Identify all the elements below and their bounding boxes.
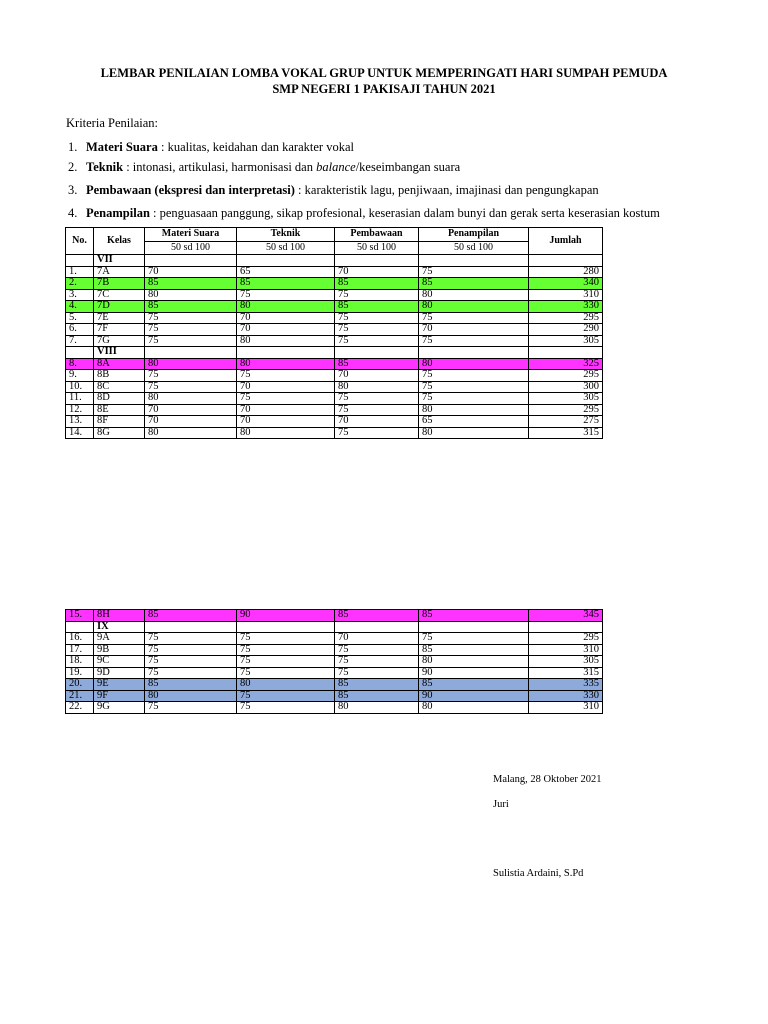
- criteria-item-desc-italic: balance: [316, 160, 356, 174]
- cell-penampilan: 80: [419, 289, 529, 301]
- cell-no: 1.: [66, 266, 94, 278]
- cell-pembawaan: 70: [335, 633, 419, 645]
- cell-jumlah: 340: [529, 278, 603, 290]
- cell-materi: 80: [145, 358, 237, 370]
- cell-penampilan: 75: [419, 370, 529, 382]
- table-row: [66, 301, 603, 313]
- cell-kelas: 7E: [94, 312, 145, 324]
- section-row-ix: [66, 621, 603, 633]
- cell-pembawaan: 75: [335, 335, 419, 347]
- section-label: IX: [94, 621, 145, 633]
- cell-penampilan: 70: [419, 324, 529, 336]
- cell-kelas: 7C: [94, 289, 145, 301]
- cell-no: 10.: [66, 381, 94, 393]
- table-row: [66, 324, 603, 336]
- table-row: [66, 370, 603, 382]
- cell-teknik: 70: [237, 312, 335, 324]
- cell-penampilan: 90: [419, 667, 529, 679]
- cell-no: 9.: [66, 370, 94, 382]
- cell-jumlah: 290: [529, 324, 603, 336]
- header-range: 50 sd 100: [145, 241, 237, 255]
- cell-jumlah: 295: [529, 312, 603, 324]
- cell-kelas: 9D: [94, 667, 145, 679]
- cell-materi: 75: [145, 667, 237, 679]
- cell-materi: 85: [145, 278, 237, 290]
- table-row: [66, 381, 603, 393]
- criteria-item-desc: : intonasi, artikulasi, harmonisasi dan: [123, 160, 317, 174]
- cell-penampilan: 80: [419, 656, 529, 668]
- cell-jumlah: 310: [529, 702, 603, 714]
- cell-pembawaan: 70: [335, 370, 419, 382]
- cell-jumlah: 310: [529, 289, 603, 301]
- doc-title-line-2: SMP NEGERI 1 PAKISAJI TAHUN 2021: [272, 82, 496, 96]
- cell-penampilan: 90: [419, 690, 529, 702]
- cell-kelas: 9G: [94, 702, 145, 714]
- cell-materi: 85: [145, 301, 237, 313]
- criteria-item-term: Materi Suara: [86, 140, 158, 154]
- cell-teknik: 80: [237, 301, 335, 313]
- cell-pembawaan: 85: [335, 278, 419, 290]
- header-range: 50 sd 100: [419, 241, 529, 255]
- header-penampilan: Penampilan: [419, 228, 529, 242]
- cell-pembawaan: 80: [335, 381, 419, 393]
- criteria-item-4: [68, 206, 660, 221]
- cell-kelas: 7A: [94, 266, 145, 278]
- cell-penampilan: 65: [419, 416, 529, 428]
- cell-teknik: 75: [237, 667, 335, 679]
- cell-pembawaan: 75: [335, 324, 419, 336]
- cell-kelas: 8B: [94, 370, 145, 382]
- signature-name: Sulistia Ardaini, S.Pd: [493, 868, 584, 879]
- cell-materi: 75: [145, 702, 237, 714]
- cell-penampilan: 80: [419, 702, 529, 714]
- cell-materi: 75: [145, 656, 237, 668]
- cell-teknik: 75: [237, 690, 335, 702]
- cell-teknik: 80: [237, 427, 335, 439]
- cell-kelas: 8D: [94, 393, 145, 405]
- cell-no: 8.: [66, 358, 94, 370]
- cell-teknik: 70: [237, 416, 335, 428]
- table-row: [66, 427, 603, 439]
- table-row: [66, 278, 603, 290]
- cell-kelas: 8C: [94, 381, 145, 393]
- cell-jumlah: 330: [529, 690, 603, 702]
- table-row: [66, 656, 603, 668]
- header-no: No.: [66, 228, 94, 255]
- criteria-item-number: 2.: [68, 160, 78, 174]
- cell-pembawaan: 85: [335, 679, 419, 691]
- header-range: 50 sd 100: [237, 241, 335, 255]
- doc-title-line-1: LEMBAR PENILAIAN LOMBA VOKAL GRUP UNTUK MEMPERINGATI HARI SUMPAH PEMUDA: [100, 66, 668, 80]
- cell-teknik: 75: [237, 644, 335, 656]
- cell-no: 17.: [66, 644, 94, 656]
- criteria-heading: Kriteria Penilaian:: [66, 116, 158, 130]
- criteria-item-3: [68, 183, 599, 198]
- cell-no: 6.: [66, 324, 94, 336]
- criteria-item-term: Pembawaan (ekspresi dan interpretasi): [86, 183, 295, 197]
- cell-no: 18.: [66, 656, 94, 668]
- table-row: [66, 289, 603, 301]
- cell-jumlah: 315: [529, 427, 603, 439]
- cell-penampilan: 85: [419, 679, 529, 691]
- cell-kelas: 8F: [94, 416, 145, 428]
- cell-kelas: 8A: [94, 358, 145, 370]
- table-row: [66, 679, 603, 691]
- cell-pembawaan: 85: [335, 610, 419, 622]
- cell-no: 5.: [66, 312, 94, 324]
- cell-pembawaan: 70: [335, 266, 419, 278]
- cell-materi: 75: [145, 633, 237, 645]
- cell-jumlah: 305: [529, 335, 603, 347]
- criteria-item-term: Teknik: [86, 160, 124, 174]
- criteria-item-desc: : penguasaan panggung, sikap profesional, keserasian dalam bunyi dan gerak serta keserasian kostum: [149, 206, 660, 220]
- cell-pembawaan: 80: [335, 702, 419, 714]
- cell-materi: 85: [145, 610, 237, 622]
- cell-no: 12.: [66, 404, 94, 416]
- cell-kelas: 7D: [94, 301, 145, 313]
- cell-materi: 85: [145, 679, 237, 691]
- cell-kelas: 9C: [94, 656, 145, 668]
- cell-pembawaan: 85: [335, 301, 419, 313]
- cell-penampilan: 75: [419, 633, 529, 645]
- criteria-item-2: [68, 160, 460, 175]
- header-materi-suara: Materi Suara: [145, 228, 237, 242]
- signature-role: Juri: [493, 799, 509, 810]
- cell-kelas: 8E: [94, 404, 145, 416]
- cell-jumlah: 315: [529, 667, 603, 679]
- criteria-item-desc: /keseimbangan suara: [355, 160, 461, 174]
- cell-teknik: 80: [237, 358, 335, 370]
- cell-teknik: 75: [237, 289, 335, 301]
- cell-teknik: 75: [237, 702, 335, 714]
- cell-materi: 75: [145, 335, 237, 347]
- cell-kelas: 7G: [94, 335, 145, 347]
- cell-materi: 75: [145, 644, 237, 656]
- table-row: [66, 702, 603, 714]
- criteria-item-desc: : kualitas, keidahan dan karakter vokal: [157, 140, 354, 154]
- cell-kelas: 9B: [94, 644, 145, 656]
- criteria-item-number: 1.: [68, 140, 78, 154]
- cell-kelas: 9A: [94, 633, 145, 645]
- cell-teknik: 65: [237, 266, 335, 278]
- cell-kelas: 7F: [94, 324, 145, 336]
- cell-jumlah: 295: [529, 404, 603, 416]
- cell-pembawaan: 85: [335, 690, 419, 702]
- cell-kelas: 8G: [94, 427, 145, 439]
- cell-jumlah: 280: [529, 266, 603, 278]
- cell-materi: 80: [145, 289, 237, 301]
- cell-no: 7.: [66, 335, 94, 347]
- table-row: [66, 358, 603, 370]
- cell-no: 13.: [66, 416, 94, 428]
- criteria-item-number: 3.: [68, 183, 78, 197]
- section-label: VII: [94, 255, 145, 267]
- cell-pembawaan: 85: [335, 358, 419, 370]
- cell-no: 22.: [66, 702, 94, 714]
- cell-teknik: 90: [237, 610, 335, 622]
- cell-pembawaan: 75: [335, 656, 419, 668]
- cell-pembawaan: 75: [335, 667, 419, 679]
- cell-materi: 70: [145, 266, 237, 278]
- cell-teknik: 80: [237, 679, 335, 691]
- cell-jumlah: 335: [529, 679, 603, 691]
- cell-kelas: 9F: [94, 690, 145, 702]
- cell-penampilan: 75: [419, 393, 529, 405]
- cell-no: 15.: [66, 610, 94, 622]
- header-jumlah: Jumlah: [529, 228, 603, 255]
- cell-penampilan: 80: [419, 358, 529, 370]
- cell-kelas: 7B: [94, 278, 145, 290]
- cell-penampilan: 75: [419, 266, 529, 278]
- cell-kelas: 9E: [94, 679, 145, 691]
- cell-penampilan: 85: [419, 644, 529, 656]
- cell-teknik: 75: [237, 370, 335, 382]
- cell-penampilan: 80: [419, 427, 529, 439]
- criteria-item-term: Penampilan: [86, 206, 150, 220]
- cell-materi: 80: [145, 393, 237, 405]
- criteria-item-1: [68, 140, 354, 155]
- criteria-item-desc: : karakteristik lagu, penjiwaan, imajinasi dan pengungkapan: [294, 183, 599, 197]
- cell-no: 21.: [66, 690, 94, 702]
- cell-penampilan: 85: [419, 610, 529, 622]
- cell-pembawaan: 75: [335, 644, 419, 656]
- cell-no: 3.: [66, 289, 94, 301]
- cell-no: 4.: [66, 301, 94, 313]
- cell-teknik: 85: [237, 278, 335, 290]
- cell-no: 16.: [66, 633, 94, 645]
- cell-jumlah: 345: [529, 610, 603, 622]
- cell-no: 19.: [66, 667, 94, 679]
- cell-teknik: 75: [237, 656, 335, 668]
- cell-materi: 80: [145, 690, 237, 702]
- section-row-viii: [66, 347, 603, 359]
- cell-no: 20.: [66, 679, 94, 691]
- table-row: [66, 610, 603, 622]
- cell-teknik: 70: [237, 324, 335, 336]
- cell-teknik: 75: [237, 633, 335, 645]
- cell-materi: 75: [145, 312, 237, 324]
- score-table-continued: [65, 609, 603, 714]
- header-pembawaan: Pembawaan: [335, 228, 419, 242]
- cell-materi: 75: [145, 370, 237, 382]
- cell-jumlah: 330: [529, 301, 603, 313]
- table-row: [66, 667, 603, 679]
- header-kelas: Kelas: [94, 228, 145, 255]
- table-row: [66, 266, 603, 278]
- cell-teknik: 75: [237, 393, 335, 405]
- cell-jumlah: 310: [529, 644, 603, 656]
- cell-teknik: 70: [237, 404, 335, 416]
- table-row: [66, 416, 603, 428]
- cell-no: 11.: [66, 393, 94, 405]
- cell-materi: 75: [145, 381, 237, 393]
- cell-materi: 75: [145, 324, 237, 336]
- cell-jumlah: 300: [529, 381, 603, 393]
- cell-pembawaan: 75: [335, 289, 419, 301]
- cell-no: 2.: [66, 278, 94, 290]
- cell-jumlah: 305: [529, 393, 603, 405]
- table-row: [66, 393, 603, 405]
- cell-pembawaan: 75: [335, 404, 419, 416]
- cell-pembawaan: 70: [335, 416, 419, 428]
- table-row: [66, 633, 603, 645]
- cell-penampilan: 80: [419, 404, 529, 416]
- cell-teknik: 80: [237, 335, 335, 347]
- header-range: 50 sd 100: [335, 241, 419, 255]
- cell-pembawaan: 75: [335, 312, 419, 324]
- table-row: [66, 690, 603, 702]
- table-row: [66, 312, 603, 324]
- cell-jumlah: 325: [529, 358, 603, 370]
- score-table: [65, 227, 603, 439]
- table-row: [66, 644, 603, 656]
- cell-pembawaan: 75: [335, 393, 419, 405]
- cell-penampilan: 80: [419, 301, 529, 313]
- cell-jumlah: 295: [529, 633, 603, 645]
- section-row-vii: [66, 255, 603, 267]
- section-label: VIII: [94, 347, 145, 359]
- cell-kelas: 8H: [94, 610, 145, 622]
- cell-penampilan: 75: [419, 335, 529, 347]
- cell-jumlah: 275: [529, 416, 603, 428]
- table-row: [66, 404, 603, 416]
- cell-penampilan: 85: [419, 278, 529, 290]
- cell-materi: 70: [145, 416, 237, 428]
- cell-jumlah: 305: [529, 656, 603, 668]
- cell-materi: 70: [145, 404, 237, 416]
- header-teknik: Teknik: [237, 228, 335, 242]
- signature-place-date: Malang, 28 Oktober 2021: [493, 774, 602, 785]
- cell-pembawaan: 75: [335, 427, 419, 439]
- criteria-item-number: 4.: [68, 206, 78, 220]
- cell-penampilan: 75: [419, 381, 529, 393]
- table-row: [66, 335, 603, 347]
- cell-no: 14.: [66, 427, 94, 439]
- cell-penampilan: 75: [419, 312, 529, 324]
- cell-materi: 80: [145, 427, 237, 439]
- cell-jumlah: 295: [529, 370, 603, 382]
- cell-teknik: 70: [237, 381, 335, 393]
